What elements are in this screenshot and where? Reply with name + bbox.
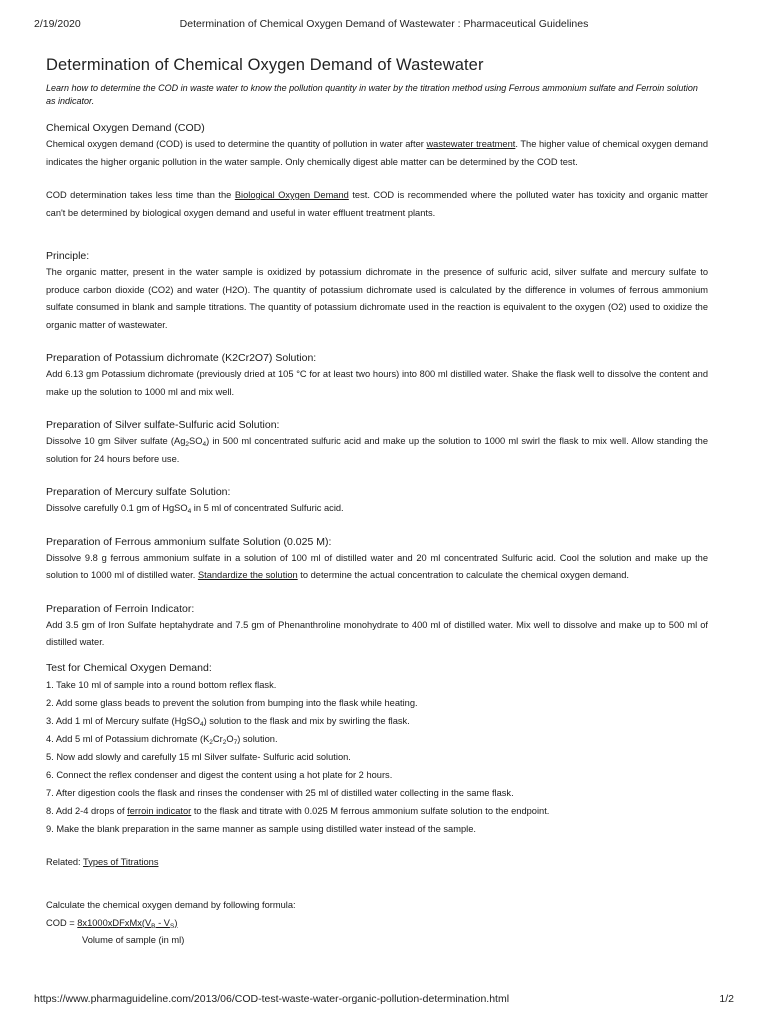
silver-text-c: ) in 500 ml concentrated sulfuric acid and make up the solution to 1000 ml swirl the flask to mix well. Allow standing the solution for 24 hours before use. <box>46 436 708 464</box>
page-number: 1/2 <box>719 993 734 1005</box>
silver-sub-2: 4 <box>202 441 207 448</box>
fas-text <box>46 550 708 585</box>
formula-num-c: ) <box>174 917 178 928</box>
test-heading: Test for Chemical Oxygen Demand: <box>46 661 212 674</box>
step-6: 6. Connect the reflex condenser and digest the content using a hot plate for 2 hours. <box>46 769 393 780</box>
cod-formula <box>46 915 708 933</box>
step4-sub-3: 7 <box>233 738 238 746</box>
article-body <box>46 56 708 950</box>
principle-text: The organic matter, present in the water sample is oxidized by potassium dichromate in the presence of sulfuric acid, silver sulfate and mercury sulfate to produce carbon dioxide (CO2) and water (H2O). The quantity of potassium dichromate used is calculated by the difference in volumes of ferrous ammonium sulfate consumed in blank and sample titrations. The quantity of potassium dichromate used in the reaction is equivalent to the oxygen (O2) used to oxidize the organic matter of wastewater. <box>46 267 708 330</box>
mercury-text-b: in 5 ml of concentrated Sulfuric acid. <box>191 503 344 513</box>
print-url: https://www.pharmaguideline.com/2013/06/COD-test-waste-water-organic-pollution-determination.html <box>34 993 510 1005</box>
step-3 <box>46 712 708 730</box>
silver-text-b: SO <box>189 436 203 446</box>
formula-num-b: - V <box>155 917 170 928</box>
step8-text-b: to the flask and titrate with 0.025 M ferrous ammonium sulfate solution to the endpoint. <box>191 805 550 816</box>
step4-text-b: Cr <box>212 733 223 744</box>
cod-p1-text-b: . The higher value of chemical oxygen demand indicates the higher organic pollution in the water sample. Only chemically digest able matter can be determined by the COD test. <box>46 139 708 167</box>
cod-paragraph-1 <box>46 136 708 171</box>
fas-text-b: to determine the actual concentration to calculate the chemical oxygen demand. <box>297 570 629 580</box>
cod-p1-text-a: Chemical oxygen demand (COD) is used to determine the quantity of pollution in water after <box>46 139 427 149</box>
cod-paragraph-2 <box>46 187 708 222</box>
mercury-text-a: Dissolve carefully 0.1 gm of HgSO <box>46 503 188 513</box>
fas-heading: Preparation of Ferrous ammonium sulfate Solution (0.025 M): <box>46 535 332 548</box>
step-2: 2. Add some glass beads to prevent the solution from bumping into the flask while heating. <box>46 697 418 708</box>
step-1: 1. Take 10 ml of sample into a round bottom reflex flask. <box>46 679 277 690</box>
procedure-steps <box>46 676 708 838</box>
ferroin-heading: Preparation of Ferroin Indicator: <box>46 602 195 615</box>
step-5: 5. Now add slowly and carefully 15 ml Silver sulfate- Sulfuric acid solution. <box>46 751 351 762</box>
standardize-solution-link[interactable]: Standardize the solution <box>197 570 298 580</box>
print-header <box>34 18 734 32</box>
silver-sub-1: 2 <box>185 441 189 448</box>
calc-intro: Calculate the chemical oxygen demand by following formula: <box>46 900 296 910</box>
cod-p2-text-b: test. COD is recommended where the polluted water has toxicity and organic matter can't be determined by biological oxygen demand and useful in water effluent treatment plants. <box>46 190 709 218</box>
step4-sub-2: 2 <box>222 738 227 746</box>
formula-denominator: Volume of sample (in ml) <box>82 935 185 945</box>
silver-sulfate-heading: Preparation of Silver sulfate-Sulfuric acid Solution: <box>46 419 280 431</box>
step8-text-a: 8. Add 2-4 drops of <box>46 805 128 816</box>
step3-text-b: ) solution to the flask and mix by swirling the flask. <box>203 715 410 726</box>
formula-sub-b: B <box>151 922 156 930</box>
print-footer <box>34 993 734 1007</box>
article-intro: Learn how to determine the COD in waste water to know the pollution quantity in water by the titration method using Ferrous ammonium sulfate and Ferroin solution as indicator. <box>46 83 698 106</box>
step3-text-a: 3. Add 1 ml of Mercury sulfate (HgSO <box>46 715 200 726</box>
types-of-titrations-link[interactable]: Types of Titrations <box>83 856 159 867</box>
mercury-sulfate-heading: Preparation of Mercury sulfate Solution: <box>46 486 231 498</box>
cod-p2-text-a: COD determination takes less time than the <box>46 190 235 200</box>
step-4 <box>46 730 708 748</box>
dichromate-heading: Preparation of Potassium dichromate (K2Cr2O7) Solution: <box>46 352 317 364</box>
step-7: 7. After digestion cools the flask and rinses the condenser with 25 ml of distilled water collecting in the same flask. <box>46 787 514 798</box>
step4-text-d: ) solution. <box>237 733 278 744</box>
mercury-sub: 4 <box>187 508 192 515</box>
ferroin-text: Add 3.5 gm of Iron Sulfate heptahydrate and 7.5 gm of Phenanthroline monohydrate to 400 ml of distilled water. Mix well to dissolve and make up to 500 ml of distilled water. <box>46 619 708 647</box>
principle-heading: Principle: <box>46 250 90 262</box>
formula-sub-s: S <box>169 922 175 930</box>
ferroin-indicator-link[interactable]: ferroin indicator <box>127 805 192 816</box>
bod-link[interactable]: Biological Oxygen Demand <box>234 190 349 200</box>
article-title: Determination of Chemical Oxygen Demand of Wastewater <box>46 56 484 74</box>
step3-sub: 4 <box>199 720 204 728</box>
print-page-title: Determination of Chemical Oxygen Demand of Wastewater : Pharmaceutical Guidelines <box>179 18 589 30</box>
step-9: 9. Make the blank preparation in the same manner as sample using distilled water instead of the sample. <box>46 823 476 834</box>
step-8 <box>46 802 708 820</box>
mercury-sulfate-text <box>46 500 708 518</box>
silver-text-a: Dissolve 10 gm Silver sulfate (Ag <box>46 436 186 446</box>
wastewater-treatment-link[interactable]: wastewater treatment <box>426 139 516 149</box>
related-line <box>46 854 708 872</box>
step4-text-a: 4. Add 5 ml of Potassium dichromate (K <box>46 733 210 744</box>
step4-text-c: O <box>226 733 234 744</box>
step4-sub-1: 2 <box>209 738 213 746</box>
formula-numerator <box>77 918 177 928</box>
print-date: 2/19/2020 <box>34 18 81 30</box>
related-label: Related: <box>46 856 84 867</box>
dichromate-text: Add 6.13 gm Potassium dichromate (previously dried at 105 °C for at least two hours) into 800 ml distilled water. Shake the flask well to dissolve the content and make up the solution to 1000 ml and mix well. <box>46 369 708 397</box>
cod-heading: Chemical Oxygen Demand (COD) <box>46 122 205 134</box>
formula-num-a: 8x1000xDFxMx(V <box>77 917 152 928</box>
formula-lhs: COD = <box>46 917 78 928</box>
fas-text-a: Dissolve 9.8 g ferrous ammonium sulfate in a solution of 100 ml of distilled water and 20 ml concentrated Sulfuric acid. Cool the solution and make up the solution to 1000 ml of distilled water. <box>46 552 708 580</box>
silver-sulfate-text <box>46 433 708 468</box>
